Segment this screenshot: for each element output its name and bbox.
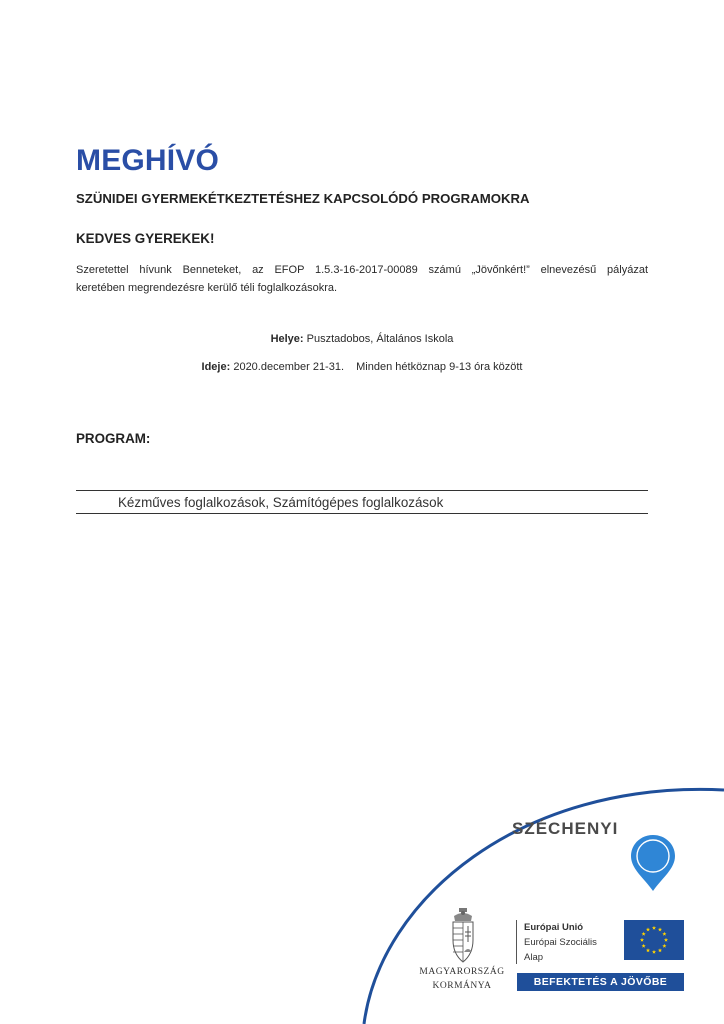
date-label: Ideje: xyxy=(201,361,231,373)
page-title: MEGHÍVÓ xyxy=(76,144,220,177)
eu-block xyxy=(516,920,684,964)
hungarian-coat-of-arms-icon xyxy=(450,908,476,964)
szechenyi-year: 2020 xyxy=(638,819,668,833)
greeting: KEDVES GYEREKEK! xyxy=(76,231,215,246)
date-value: 2020.december 21-31. xyxy=(233,361,345,373)
schedule-value: Minden hétköznap 9-13 óra között xyxy=(356,361,523,373)
government-name-line-1: MAGYARORSZÁG xyxy=(419,967,505,977)
place-label: Helye: xyxy=(270,333,304,345)
intro-line-2: keretében megrendezésre kerülő téli foglalkozásokra. xyxy=(76,282,338,294)
place-value: Pusztadobos, Általános Iskola xyxy=(306,333,454,345)
eu-line-3: Alap xyxy=(524,952,544,963)
eu-line-1: Európai Unió xyxy=(524,922,584,933)
szechenyi-wordmark: SZÉCHENYI xyxy=(512,819,619,838)
program-heading: PROGRAM: xyxy=(76,431,151,446)
page-subtitle: SZÜNIDEI GYERMEKÉTKEZTETÉSHEZ KAPCSOLÓDÓ PROGRAMOKRA xyxy=(76,191,530,206)
eu-divider xyxy=(516,920,517,964)
location-pin-icon xyxy=(630,834,676,892)
intro-line-1: Szeretettel hívunk Benneteket, az EFOP 1.5.3-16-2017-00089 számú „Jövőnkért!” elnevezésű pályázat xyxy=(76,264,648,276)
program-activities: Kézműves foglalkozások, Számítógépes foglalkozások xyxy=(118,495,444,510)
government-name-line-2: KORMÁNYA xyxy=(432,981,492,991)
future-banner: BEFEKTETÉS A JÖVŐBE xyxy=(517,973,684,991)
eu-flag-icon xyxy=(624,920,684,960)
eu-line-2: Európai Szociális xyxy=(524,937,597,948)
